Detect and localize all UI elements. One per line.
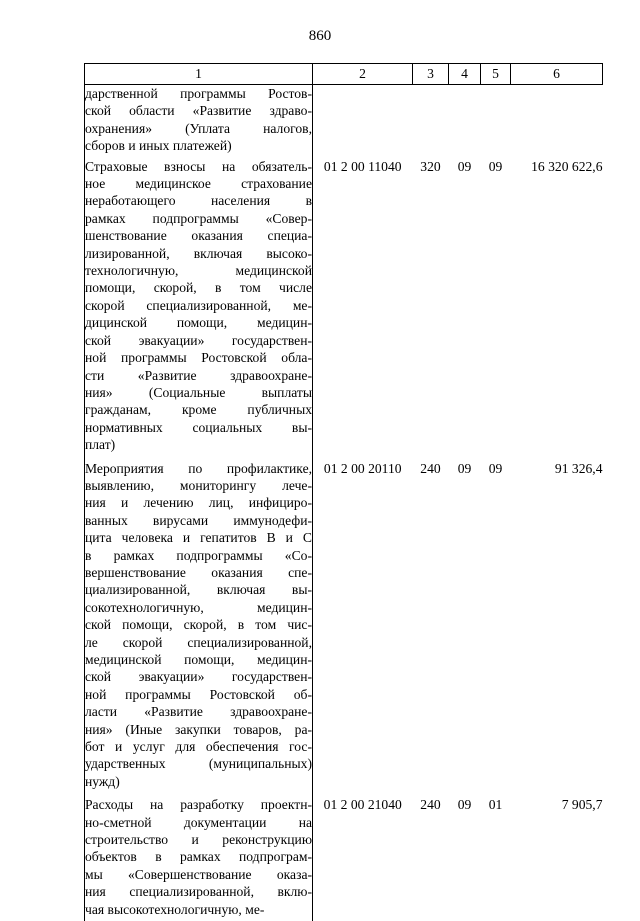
description-line: строительство и реконструкцию	[85, 831, 312, 848]
description-line: гражданам, кроме публичных	[85, 401, 312, 418]
description-line: сборов и иных платежей)	[85, 137, 312, 154]
description-line: нормативных социальных вы-	[85, 419, 312, 436]
description-line: Страховые взносы на обязатель-	[85, 158, 312, 175]
row-subsection	[481, 85, 511, 155]
description-line: Мероприятия по профилактике,	[85, 460, 312, 477]
column-header-3: 3	[413, 64, 449, 85]
description-line: технологичную, медицинской	[85, 262, 312, 279]
table-header-row	[85, 64, 603, 85]
description-line: вершенствование оказания спе-	[85, 564, 312, 581]
description-line: плат)	[85, 436, 312, 453]
description-line: объектов в рамках подпрограм-	[85, 848, 312, 865]
description-line: ской области «Развитие здраво-	[85, 102, 312, 119]
row-code: 01 2 00 11040	[313, 155, 413, 457]
description-line: циализированной, включая вы-	[85, 581, 312, 598]
description-line: ской эвакуации» государствен-	[85, 332, 312, 349]
description-line: дицинской помощи, медицин-	[85, 314, 312, 331]
description-line: шенствование оказания специа-	[85, 227, 312, 244]
row-subsection: 09	[481, 457, 511, 794]
row-section	[449, 85, 481, 155]
description-line: ванных вирусами иммунодефи-	[85, 512, 312, 529]
row-code: 01 2 00 21040	[313, 793, 413, 921]
description-line: помощи, скорой, в том числе	[85, 279, 312, 296]
description-line: ной программы Ростовской обла-	[85, 349, 312, 366]
description-line: дарственной программы Ростов-	[85, 85, 312, 102]
description-line: в рамках подпрограммы «Со-	[85, 547, 312, 564]
row-amount: 16 320 622,6	[511, 155, 603, 457]
description-line: нужд)	[85, 773, 312, 790]
description-line: рамках подпрограммы «Совер-	[85, 210, 312, 227]
table-row	[85, 457, 603, 794]
column-header-4: 4	[449, 64, 481, 85]
row-amount: 91 326,4	[511, 457, 603, 794]
row-description	[85, 85, 313, 155]
row-expense-type: 240	[413, 457, 449, 794]
description-line: медицинской помощи, медицин-	[85, 651, 312, 668]
description-line: ния специализированной, вклю-	[85, 883, 312, 900]
description-line: охранения» (Уплата налогов,	[85, 120, 312, 137]
page-number: 860	[0, 28, 640, 45]
row-description	[85, 457, 313, 794]
row-description	[85, 793, 313, 921]
table-row	[85, 155, 603, 457]
row-code	[313, 85, 413, 155]
column-header-2: 2	[313, 64, 413, 85]
description-line: но-сметной документации на	[85, 814, 312, 831]
row-amount	[511, 85, 603, 155]
description-line: ния и лечению лиц, инфициро-	[85, 494, 312, 511]
description-line: ле скорой специализированной,	[85, 634, 312, 651]
column-header-1: 1	[85, 64, 313, 85]
description-line: чая высокотехнологичную, ме-	[85, 901, 312, 918]
description-line: ской эвакуации» государствен-	[85, 668, 312, 685]
description-line: выявлению, мониторингу лече-	[85, 477, 312, 494]
row-subsection: 01	[481, 793, 511, 921]
table-row	[85, 793, 603, 921]
budget-table	[84, 63, 603, 921]
table-body	[85, 85, 603, 921]
description-line: ударственных (муниципальных)	[85, 755, 312, 772]
description-line: сокотехнологичную, медицин-	[85, 599, 312, 616]
description-line: лизированной, включая высоко-	[85, 245, 312, 262]
description-line: цита человека и гепатитов B и C	[85, 529, 312, 546]
description-line: ской помощи, скорой, в том чис-	[85, 616, 312, 633]
description-line: ния» (Социальные выплаты	[85, 384, 312, 401]
description-line: ное медицинское страхование	[85, 175, 312, 192]
row-subsection: 09	[481, 155, 511, 457]
table-row	[85, 85, 603, 155]
row-section: 09	[449, 793, 481, 921]
row-expense-type: 240	[413, 793, 449, 921]
description-line: скорой специализированной, ме-	[85, 297, 312, 314]
column-header-6: 6	[511, 64, 603, 85]
column-header-5: 5	[481, 64, 511, 85]
row-section: 09	[449, 155, 481, 457]
row-amount: 7 905,7	[511, 793, 603, 921]
row-code: 01 2 00 20110	[313, 457, 413, 794]
description-line: ной программы Ростовской об-	[85, 686, 312, 703]
description-line: ласти «Развитие здравоохране-	[85, 703, 312, 720]
row-expense-type: 320	[413, 155, 449, 457]
description-line: ния» (Иные закупки товаров, ра-	[85, 721, 312, 738]
row-description	[85, 155, 313, 457]
description-line: бот и услуг для обеспечения гос-	[85, 738, 312, 755]
description-line: неработающего населения в	[85, 192, 312, 209]
description-line: мы «Совершенствование оказа-	[85, 866, 312, 883]
row-expense-type	[413, 85, 449, 155]
row-section: 09	[449, 457, 481, 794]
description-line: Расходы на разработку проектн-	[85, 796, 312, 813]
description-line: сти «Развитие здравоохране-	[85, 367, 312, 384]
